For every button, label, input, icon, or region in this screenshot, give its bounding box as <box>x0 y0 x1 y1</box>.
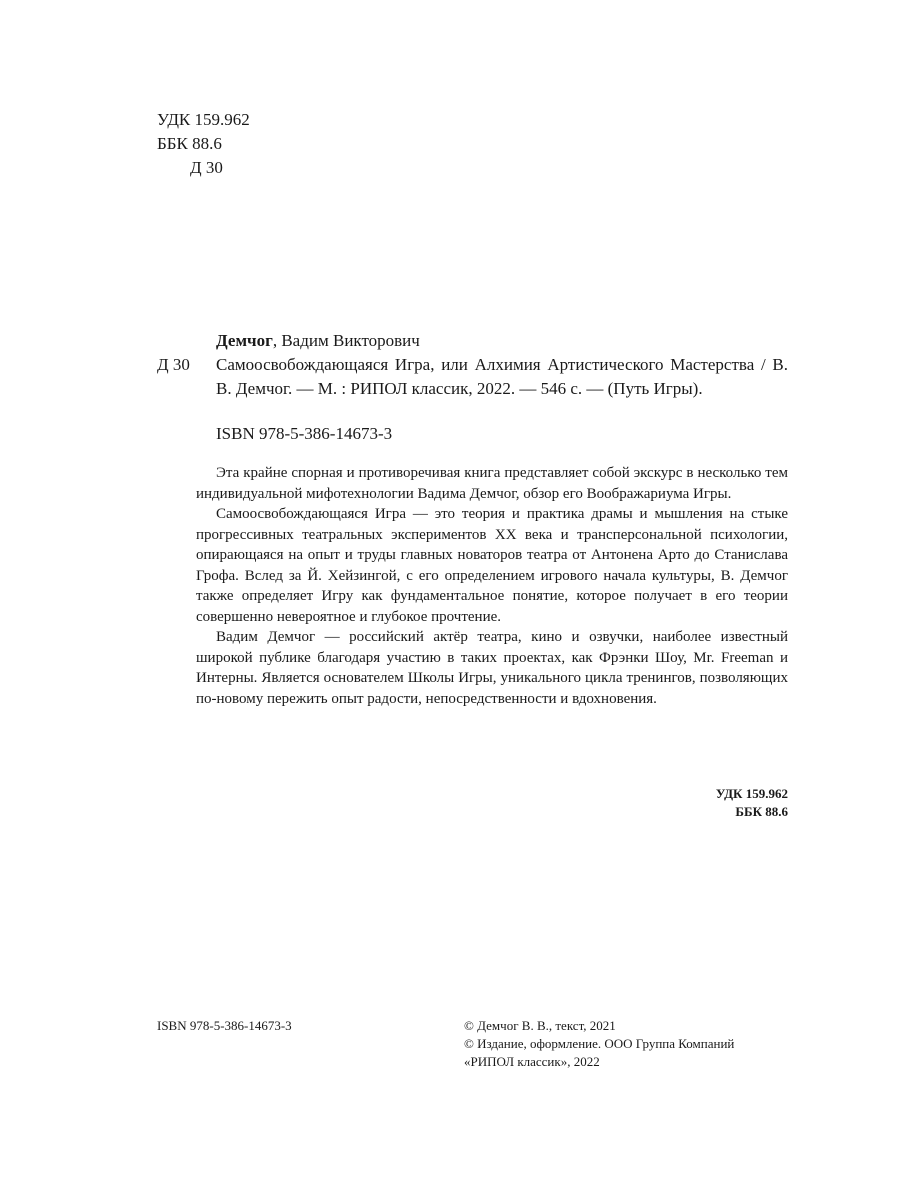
bbk-code: ББК 88.6 <box>157 134 222 153</box>
copyright-block <box>464 1017 734 1071</box>
isbn-footer: ISBN 978-5-386-14673-3 <box>157 1018 292 1033</box>
copyright-line: © Издание, оформление. ООО Группа Компаний <box>464 1036 735 1051</box>
udk-code-bottom: УДК 159.962 <box>715 786 788 801</box>
annotation-paragraph: Самоосвобождающаяся Игра — это теория и практика драмы и мышления на стыке прогрессивных театральных экспериментов XX века и трансперсональной психологии, опирающаяся на опыт и труды главных новаторов театра от Антонена Арто до Станислава Грофа. Вслед за Й. Хейзингой, с его определением игрового начала культуры, В. Демчог также определяет Игру как фундаментальное понятие, которое получает в его теории совершенно невероятное и глубокое прочтение. <box>196 506 788 625</box>
bottom-classification-codes <box>716 785 788 821</box>
author-name: , Вадим Викторович <box>272 331 420 350</box>
bbk-code-bottom: ББК 88.6 <box>735 804 788 819</box>
isbn-main: ISBN 978-5-386-14673-3 <box>216 424 393 443</box>
copyright-line: «РИПОЛ классик», 2022 <box>464 1054 600 1069</box>
udk-code: УДК 159.962 <box>157 110 250 129</box>
title-description: Самоосвобождающаяся Игра, или Алхимия Артистического Мастерства / В. В. Демчог. — М. : РИПОЛ классик, 2022. — 546 с. — (Путь Игры). <box>216 355 788 398</box>
author-heading <box>216 329 420 353</box>
annotation-paragraph: Вадим Демчог — российский актёр театра, кино и озвучки, наиболее известный широкой публике благодаря участию в таких проектах, как Фрэнки Шоу, Mr. Freeman и Интерны. Является основателем Школы Игры, уникального цикла тренингов, позволяющих по-новому пережить опыт радости, непосредственности и вдохновения. <box>196 629 788 707</box>
copyright-line: © Демчог В. В., текст, 2021 <box>464 1018 616 1033</box>
annotation <box>196 463 788 709</box>
annotation-paragraph: Эта крайне спорная и противоречивая книга представляет собой экскурс в несколько тем индивидуальной мифотехнологии Вадима Демчог, обзор его Воображариума Игры. <box>196 465 788 502</box>
top-classification-codes <box>157 108 250 180</box>
author-sign: Д 30 <box>190 158 223 177</box>
author-surname: Демчог <box>216 331 273 350</box>
record-author-sign: Д 30 <box>157 355 190 374</box>
